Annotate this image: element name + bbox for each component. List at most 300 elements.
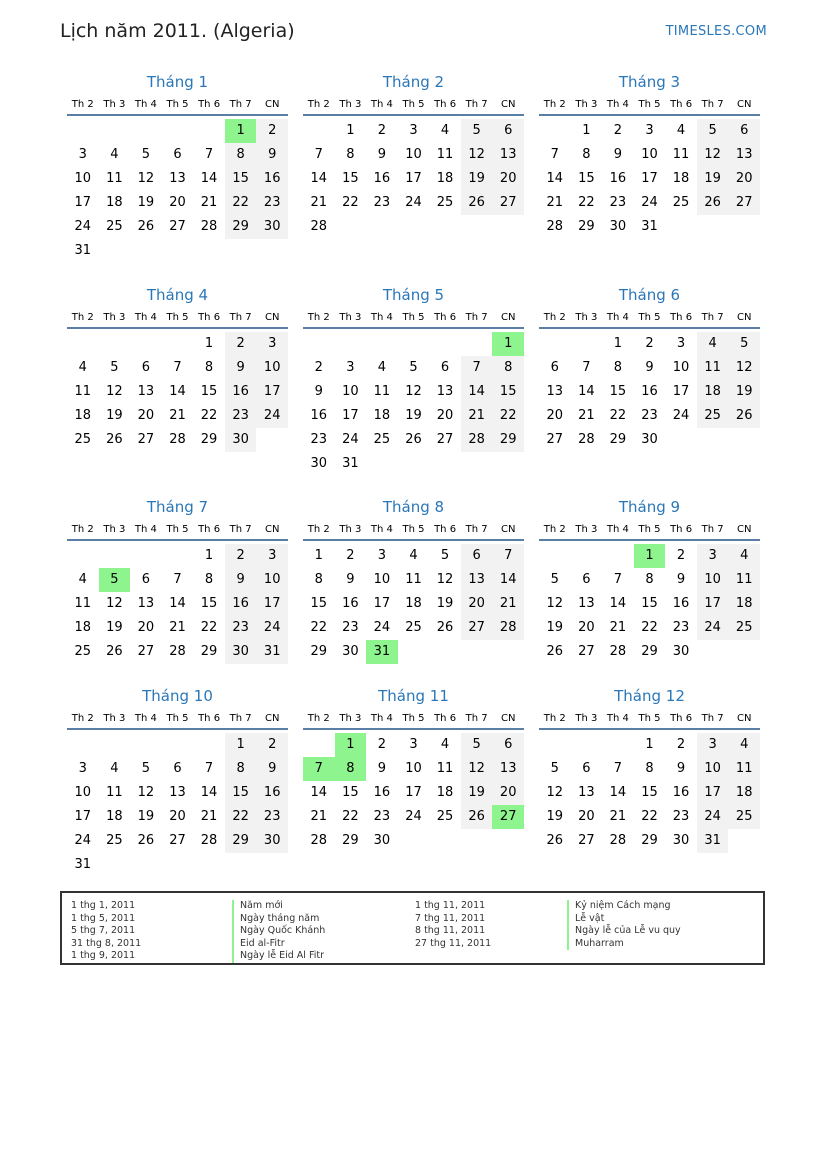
day-cell: 20 <box>169 809 186 824</box>
weekday-label: CN <box>736 713 752 724</box>
month-name: Tháng 11 <box>378 687 449 705</box>
day-cell: 26 <box>697 191 729 215</box>
day-cell: 15 <box>492 380 524 404</box>
day-cell: 12 <box>697 143 729 167</box>
day-cell: 17 <box>256 592 288 616</box>
header-divider <box>67 728 288 730</box>
day-cell: 6 <box>728 119 760 143</box>
day-cell: 9 <box>314 384 323 399</box>
day-cell: 14 <box>169 384 186 399</box>
weekday-label: Th 2 <box>71 713 94 724</box>
weekday-label: Th 5 <box>402 312 425 323</box>
day-cell: 8 <box>645 572 654 587</box>
day-cell: 26 <box>461 805 493 829</box>
weekday-label: Th 2 <box>543 524 566 535</box>
day-cell: 12 <box>461 143 493 167</box>
day-cell: 22 <box>578 195 595 210</box>
weekday-label: Th 6 <box>670 524 693 535</box>
weekday-label: Th 6 <box>670 713 693 724</box>
day-cell: 27 <box>169 833 186 848</box>
day-cell: 20 <box>461 592 493 616</box>
day-cell: 25 <box>106 833 123 848</box>
header-divider <box>539 114 760 116</box>
day-cell: 21 <box>609 809 627 824</box>
day-cell: 28 <box>310 833 328 848</box>
legend-holiday-date: 7 thg 11, 2011 <box>415 912 486 924</box>
day-cell: 22 <box>342 809 359 824</box>
day-cell: 14 <box>310 171 328 186</box>
day-cell: 10 <box>641 147 658 162</box>
day-cell: 28 <box>310 219 328 234</box>
day-cell: 10 <box>256 568 288 592</box>
day-cell: 9 <box>377 761 387 776</box>
day-cell: 11 <box>672 147 690 162</box>
day-cell: 29 <box>200 644 218 659</box>
month-name: Tháng 6 <box>618 286 681 304</box>
day-cell: 1 <box>645 737 654 752</box>
day-cell: 26 <box>436 620 454 635</box>
day-cell: 2 <box>377 737 387 752</box>
day-cell: 18 <box>436 171 454 186</box>
weekday-label: Th 4 <box>134 312 157 323</box>
day-cell: 10 <box>256 356 288 380</box>
weekday-label: Th 4 <box>606 312 629 323</box>
weekday-label: Th 3 <box>339 99 362 110</box>
header-divider <box>67 539 288 541</box>
day-cell: 13 <box>137 596 155 611</box>
day-cell: 24 <box>342 432 359 447</box>
header-divider <box>303 539 524 541</box>
day-cell: 10 <box>672 360 690 375</box>
day-cell: 30 <box>672 644 690 659</box>
day-cell: 23 <box>672 809 690 824</box>
day-cell: 4 <box>409 548 418 563</box>
day-cell: 24 <box>697 616 729 640</box>
day-cell: 26 <box>137 219 155 234</box>
day-cell: 11 <box>436 147 454 162</box>
day-cell: 21 <box>609 620 627 635</box>
weekday-label: Th 2 <box>71 524 94 535</box>
day-cell: 12 <box>461 757 493 781</box>
day-cell: 27 <box>578 644 595 659</box>
day-cell: 26 <box>405 432 422 447</box>
day-cell: 15 <box>200 596 218 611</box>
day-cell: 20 <box>728 167 760 191</box>
legend-dates-left <box>71 900 141 963</box>
day-cell: 27 <box>137 644 155 659</box>
day-cell: 6 <box>440 360 450 375</box>
day-cell: 17 <box>641 171 658 186</box>
day-cell: 29 <box>609 432 627 447</box>
day-cell: 24 <box>373 620 391 635</box>
day-cell: 8 <box>645 761 654 776</box>
day-cell: 9 <box>225 356 257 380</box>
day-cell: 12 <box>137 171 155 186</box>
weekday-label: Th 3 <box>575 713 598 724</box>
day-cell: 7 <box>173 572 182 587</box>
day-cell: 5 <box>409 360 418 375</box>
month-name: Tháng 2 <box>382 73 445 91</box>
day-cell: 29 <box>225 829 257 853</box>
day-cell: 25 <box>436 809 454 824</box>
day-cell: 4 <box>110 761 119 776</box>
day-cell: 27 <box>728 191 760 215</box>
legend-holiday-date: 5 thg 7, 2011 <box>71 925 136 936</box>
day-cell: 9 <box>645 360 654 375</box>
day-cell: 8 <box>492 356 524 380</box>
day-cell: 26 <box>461 191 493 215</box>
day-cell: 17 <box>373 596 391 611</box>
weekday-label: Th 2 <box>307 99 330 110</box>
day-cell: 22 <box>200 408 218 423</box>
day-cell: 14 <box>200 171 218 186</box>
day-cell: 12 <box>436 572 454 587</box>
day-cell: 5 <box>440 548 450 563</box>
day-cell: 28 <box>492 616 524 640</box>
day-cell: 5 <box>550 761 559 776</box>
day-cell: 8 <box>204 360 214 375</box>
day-cell: 2 <box>256 733 288 757</box>
legend-holiday-name: Eid al-Fitr <box>232 938 325 951</box>
day-cell: 8 <box>335 757 367 781</box>
day-cell: 7 <box>613 761 623 776</box>
weekday-label: Th 7 <box>465 524 488 535</box>
day-cell: 15 <box>641 596 658 611</box>
header-divider <box>539 728 760 730</box>
legend-holiday-name: Ngày tháng năm <box>232 913 325 926</box>
weekday-label: Th 2 <box>71 312 94 323</box>
day-cell: 26 <box>728 404 760 428</box>
day-cell: 5 <box>728 332 760 356</box>
day-cell: 13 <box>492 143 524 167</box>
day-cell: 17 <box>697 592 729 616</box>
day-cell: 30 <box>373 833 391 848</box>
day-cell: 7 <box>314 147 323 162</box>
day-cell: 26 <box>106 432 123 447</box>
day-cell: 14 <box>546 171 564 186</box>
day-cell: 14 <box>609 785 627 800</box>
day-cell: 21 <box>200 809 218 824</box>
day-cell: 11 <box>74 384 92 399</box>
day-cell: 24 <box>672 408 690 423</box>
day-cell: 4 <box>440 737 450 752</box>
legend-holiday-name: Kỷ niệm Cách mạng <box>567 900 681 913</box>
day-cell: 2 <box>613 123 623 138</box>
day-cell: 19 <box>405 408 422 423</box>
day-cell: 18 <box>74 408 92 423</box>
legend-names-left <box>232 900 325 963</box>
day-cell: 30 <box>609 219 627 234</box>
day-cell: 14 <box>492 568 524 592</box>
page-title: Lịch năm 2011. (Algeria) <box>60 20 295 42</box>
day-cell: 7 <box>461 356 493 380</box>
day-cell: 7 <box>492 544 524 568</box>
day-cell: 28 <box>461 428 493 452</box>
weekday-label: Th 3 <box>103 524 126 535</box>
day-cell: 14 <box>200 785 218 800</box>
day-cell: 3 <box>377 548 387 563</box>
day-cell: 21 <box>461 404 493 428</box>
day-cell: 28 <box>546 219 564 234</box>
day-cell: 11 <box>106 171 123 186</box>
day-cell: 4 <box>697 332 729 356</box>
weekday-label: Th 3 <box>575 99 598 110</box>
day-cell: 29 <box>641 833 658 848</box>
day-cell: 25 <box>672 195 690 210</box>
day-cell: 28 <box>200 833 218 848</box>
day-cell: 31 <box>641 219 658 234</box>
day-cell: 19 <box>697 167 729 191</box>
day-cell: 6 <box>550 360 559 375</box>
day-cell: 28 <box>578 432 595 447</box>
day-cell: 9 <box>676 572 686 587</box>
day-cell: 23 <box>342 620 359 635</box>
day-cell: 30 <box>225 640 257 664</box>
weekday-label: Th 4 <box>134 524 157 535</box>
day-cell: 4 <box>110 147 119 162</box>
day-cell: 19 <box>461 167 493 191</box>
weekday-label: Th 3 <box>339 713 362 724</box>
day-cell: 1 <box>492 332 524 356</box>
day-cell: 16 <box>225 592 257 616</box>
month-name: Tháng 1 <box>146 73 209 91</box>
day-cell: 21 <box>200 195 218 210</box>
day-cell: 23 <box>609 195 627 210</box>
day-cell: 8 <box>314 572 323 587</box>
day-cell: 23 <box>256 805 288 829</box>
weekday-label: Th 6 <box>670 312 693 323</box>
day-cell: 18 <box>106 809 123 824</box>
day-cell: 8 <box>225 143 257 167</box>
day-cell: 22 <box>492 404 524 428</box>
day-cell: 15 <box>225 781 257 805</box>
day-cell: 26 <box>106 644 123 659</box>
weekday-label: Th 7 <box>465 713 488 724</box>
day-cell: 16 <box>609 171 627 186</box>
day-cell: 16 <box>641 384 658 399</box>
weekday-label: Th 7 <box>701 312 724 323</box>
day-cell: 20 <box>137 620 155 635</box>
day-cell: 7 <box>204 147 214 162</box>
weekday-label: Th 6 <box>198 524 221 535</box>
day-cell: 10 <box>74 785 92 800</box>
day-cell: 29 <box>492 428 524 452</box>
day-cell: 28 <box>200 219 218 234</box>
day-cell: 5 <box>461 119 493 143</box>
day-cell: 10 <box>697 757 729 781</box>
day-cell: 10 <box>405 761 422 776</box>
day-cell: 3 <box>256 544 288 568</box>
day-cell: 23 <box>641 408 658 423</box>
legend-names-right <box>567 900 681 950</box>
day-cell: 18 <box>728 592 760 616</box>
day-cell: 5 <box>697 119 729 143</box>
day-cell: 15 <box>342 785 359 800</box>
weekday-label: Th 6 <box>198 713 221 724</box>
day-cell: 23 <box>373 809 391 824</box>
day-cell: 3 <box>697 544 729 568</box>
day-cell: 14 <box>609 596 627 611</box>
day-cell: 9 <box>256 757 288 781</box>
day-cell: 28 <box>169 644 186 659</box>
weekday-label: Th 5 <box>402 524 425 535</box>
weekday-label: Th 2 <box>307 713 330 724</box>
month-name: Tháng 9 <box>618 498 681 516</box>
day-cell: 18 <box>373 408 391 423</box>
month-name: Tháng 5 <box>382 286 445 304</box>
day-cell: 23 <box>373 195 391 210</box>
day-cell: 13 <box>137 384 155 399</box>
day-cell: 27 <box>578 833 595 848</box>
day-cell: 1 <box>204 548 214 563</box>
day-cell: 27 <box>461 616 493 640</box>
day-cell: 24 <box>74 833 92 848</box>
weekday-label: Th 7 <box>229 99 252 110</box>
legend-holiday-date: 1 thg 1, 2011 <box>71 900 136 911</box>
header-divider <box>539 539 760 541</box>
day-cell: 28 <box>609 833 627 848</box>
day-cell: 13 <box>546 384 564 399</box>
day-cell: 1 <box>634 544 666 568</box>
legend-holiday-date: 27 thg 11, 2011 <box>415 937 492 949</box>
day-cell: 29 <box>641 644 658 659</box>
day-cell: 10 <box>74 171 92 186</box>
day-cell: 2 <box>346 548 355 563</box>
day-cell: 21 <box>578 408 595 423</box>
weekday-label: CN <box>736 312 752 323</box>
weekday-label: CN <box>264 99 280 110</box>
day-cell: 27 <box>546 432 564 447</box>
day-cell: 3 <box>697 733 729 757</box>
weekday-label: Th 7 <box>701 99 724 110</box>
day-cell: 7 <box>303 757 335 781</box>
weekday-label: Th 3 <box>575 312 598 323</box>
day-cell: 2 <box>256 119 288 143</box>
weekday-label: Th 4 <box>606 713 629 724</box>
day-cell: 21 <box>169 408 186 423</box>
day-cell: 6 <box>173 147 182 162</box>
day-cell: 24 <box>405 195 422 210</box>
day-cell: 17 <box>697 781 729 805</box>
weekday-label: Th 5 <box>402 99 425 110</box>
day-cell: 3 <box>409 123 418 138</box>
day-cell: 19 <box>137 809 155 824</box>
legend-holiday-date: 31 thg 8, 2011 <box>71 937 142 949</box>
weekday-label: Th 4 <box>370 99 393 110</box>
day-cell: 2 <box>676 548 686 563</box>
day-cell: 23 <box>310 432 328 447</box>
day-cell: 10 <box>697 568 729 592</box>
site-brand-link[interactable]: TIMESLES.COM <box>665 24 767 39</box>
day-cell: 24 <box>405 809 422 824</box>
legend-holiday-date: 1 thg 5, 2011 <box>71 912 136 924</box>
header-divider <box>67 114 288 116</box>
day-cell: 16 <box>256 781 288 805</box>
day-cell: 25 <box>728 805 760 829</box>
day-cell: 18 <box>106 195 123 210</box>
day-cell: 23 <box>672 620 690 635</box>
day-cell: 18 <box>405 596 422 611</box>
weekday-label: Th 2 <box>307 524 330 535</box>
day-cell: 1 <box>613 336 623 351</box>
day-cell: 16 <box>256 167 288 191</box>
weekday-label: Th 4 <box>134 99 157 110</box>
day-cell: 15 <box>609 384 627 399</box>
day-cell: 1 <box>582 123 591 138</box>
legend-dates-right <box>415 900 491 950</box>
day-cell: 20 <box>546 408 564 423</box>
day-cell: 13 <box>728 143 760 167</box>
day-cell: 18 <box>728 781 760 805</box>
day-cell: 19 <box>728 380 760 404</box>
day-cell: 16 <box>672 596 690 611</box>
day-cell: 2 <box>377 123 387 138</box>
day-cell: 17 <box>405 171 422 186</box>
weekday-label: Th 5 <box>166 99 189 110</box>
day-cell: 8 <box>225 757 257 781</box>
day-cell: 19 <box>137 195 155 210</box>
day-cell: 19 <box>546 620 564 635</box>
day-cell: 14 <box>461 380 493 404</box>
month-name: Tháng 8 <box>382 498 445 516</box>
day-cell: 27 <box>492 805 524 829</box>
weekday-label: Th 5 <box>166 312 189 323</box>
day-cell: 8 <box>613 360 623 375</box>
day-cell: 13 <box>578 596 595 611</box>
day-cell: 29 <box>200 432 218 447</box>
day-cell: 13 <box>492 757 524 781</box>
weekday-label: CN <box>500 524 516 535</box>
day-cell: 18 <box>436 785 454 800</box>
day-cell: 14 <box>578 384 595 399</box>
day-cell: 23 <box>225 404 257 428</box>
day-cell: 22 <box>225 805 257 829</box>
day-cell: 19 <box>436 596 454 611</box>
day-cell: 21 <box>310 809 328 824</box>
weekday-label: Th 3 <box>103 713 126 724</box>
weekday-label: Th 2 <box>71 99 94 110</box>
weekday-label: Th 3 <box>339 312 362 323</box>
weekday-label: Th 6 <box>198 99 221 110</box>
day-cell: 4 <box>728 544 760 568</box>
month-name: Tháng 7 <box>146 498 209 516</box>
day-cell: 24 <box>74 219 92 234</box>
day-cell: 9 <box>377 147 387 162</box>
day-cell: 28 <box>609 644 627 659</box>
weekday-label: Th 6 <box>198 312 221 323</box>
day-cell: 15 <box>310 596 328 611</box>
day-cell: 14 <box>169 596 186 611</box>
day-cell: 4 <box>676 123 686 138</box>
day-cell: 12 <box>546 785 564 800</box>
day-cell: 25 <box>697 404 729 428</box>
day-cell: 4 <box>440 123 450 138</box>
day-cell: 10 <box>405 147 422 162</box>
day-cell: 22 <box>641 809 658 824</box>
legend-holiday-date: 1 thg 9, 2011 <box>71 950 136 961</box>
day-cell: 9 <box>225 568 257 592</box>
day-cell: 21 <box>546 195 564 210</box>
day-cell: 6 <box>582 761 591 776</box>
day-cell: 3 <box>256 332 288 356</box>
day-cell: 12 <box>728 356 760 380</box>
header-divider <box>303 114 524 116</box>
day-cell: 16 <box>672 785 690 800</box>
weekday-label: CN <box>500 713 516 724</box>
day-cell: 1 <box>335 733 367 757</box>
day-cell: 15 <box>342 171 359 186</box>
day-cell: 30 <box>641 432 658 447</box>
